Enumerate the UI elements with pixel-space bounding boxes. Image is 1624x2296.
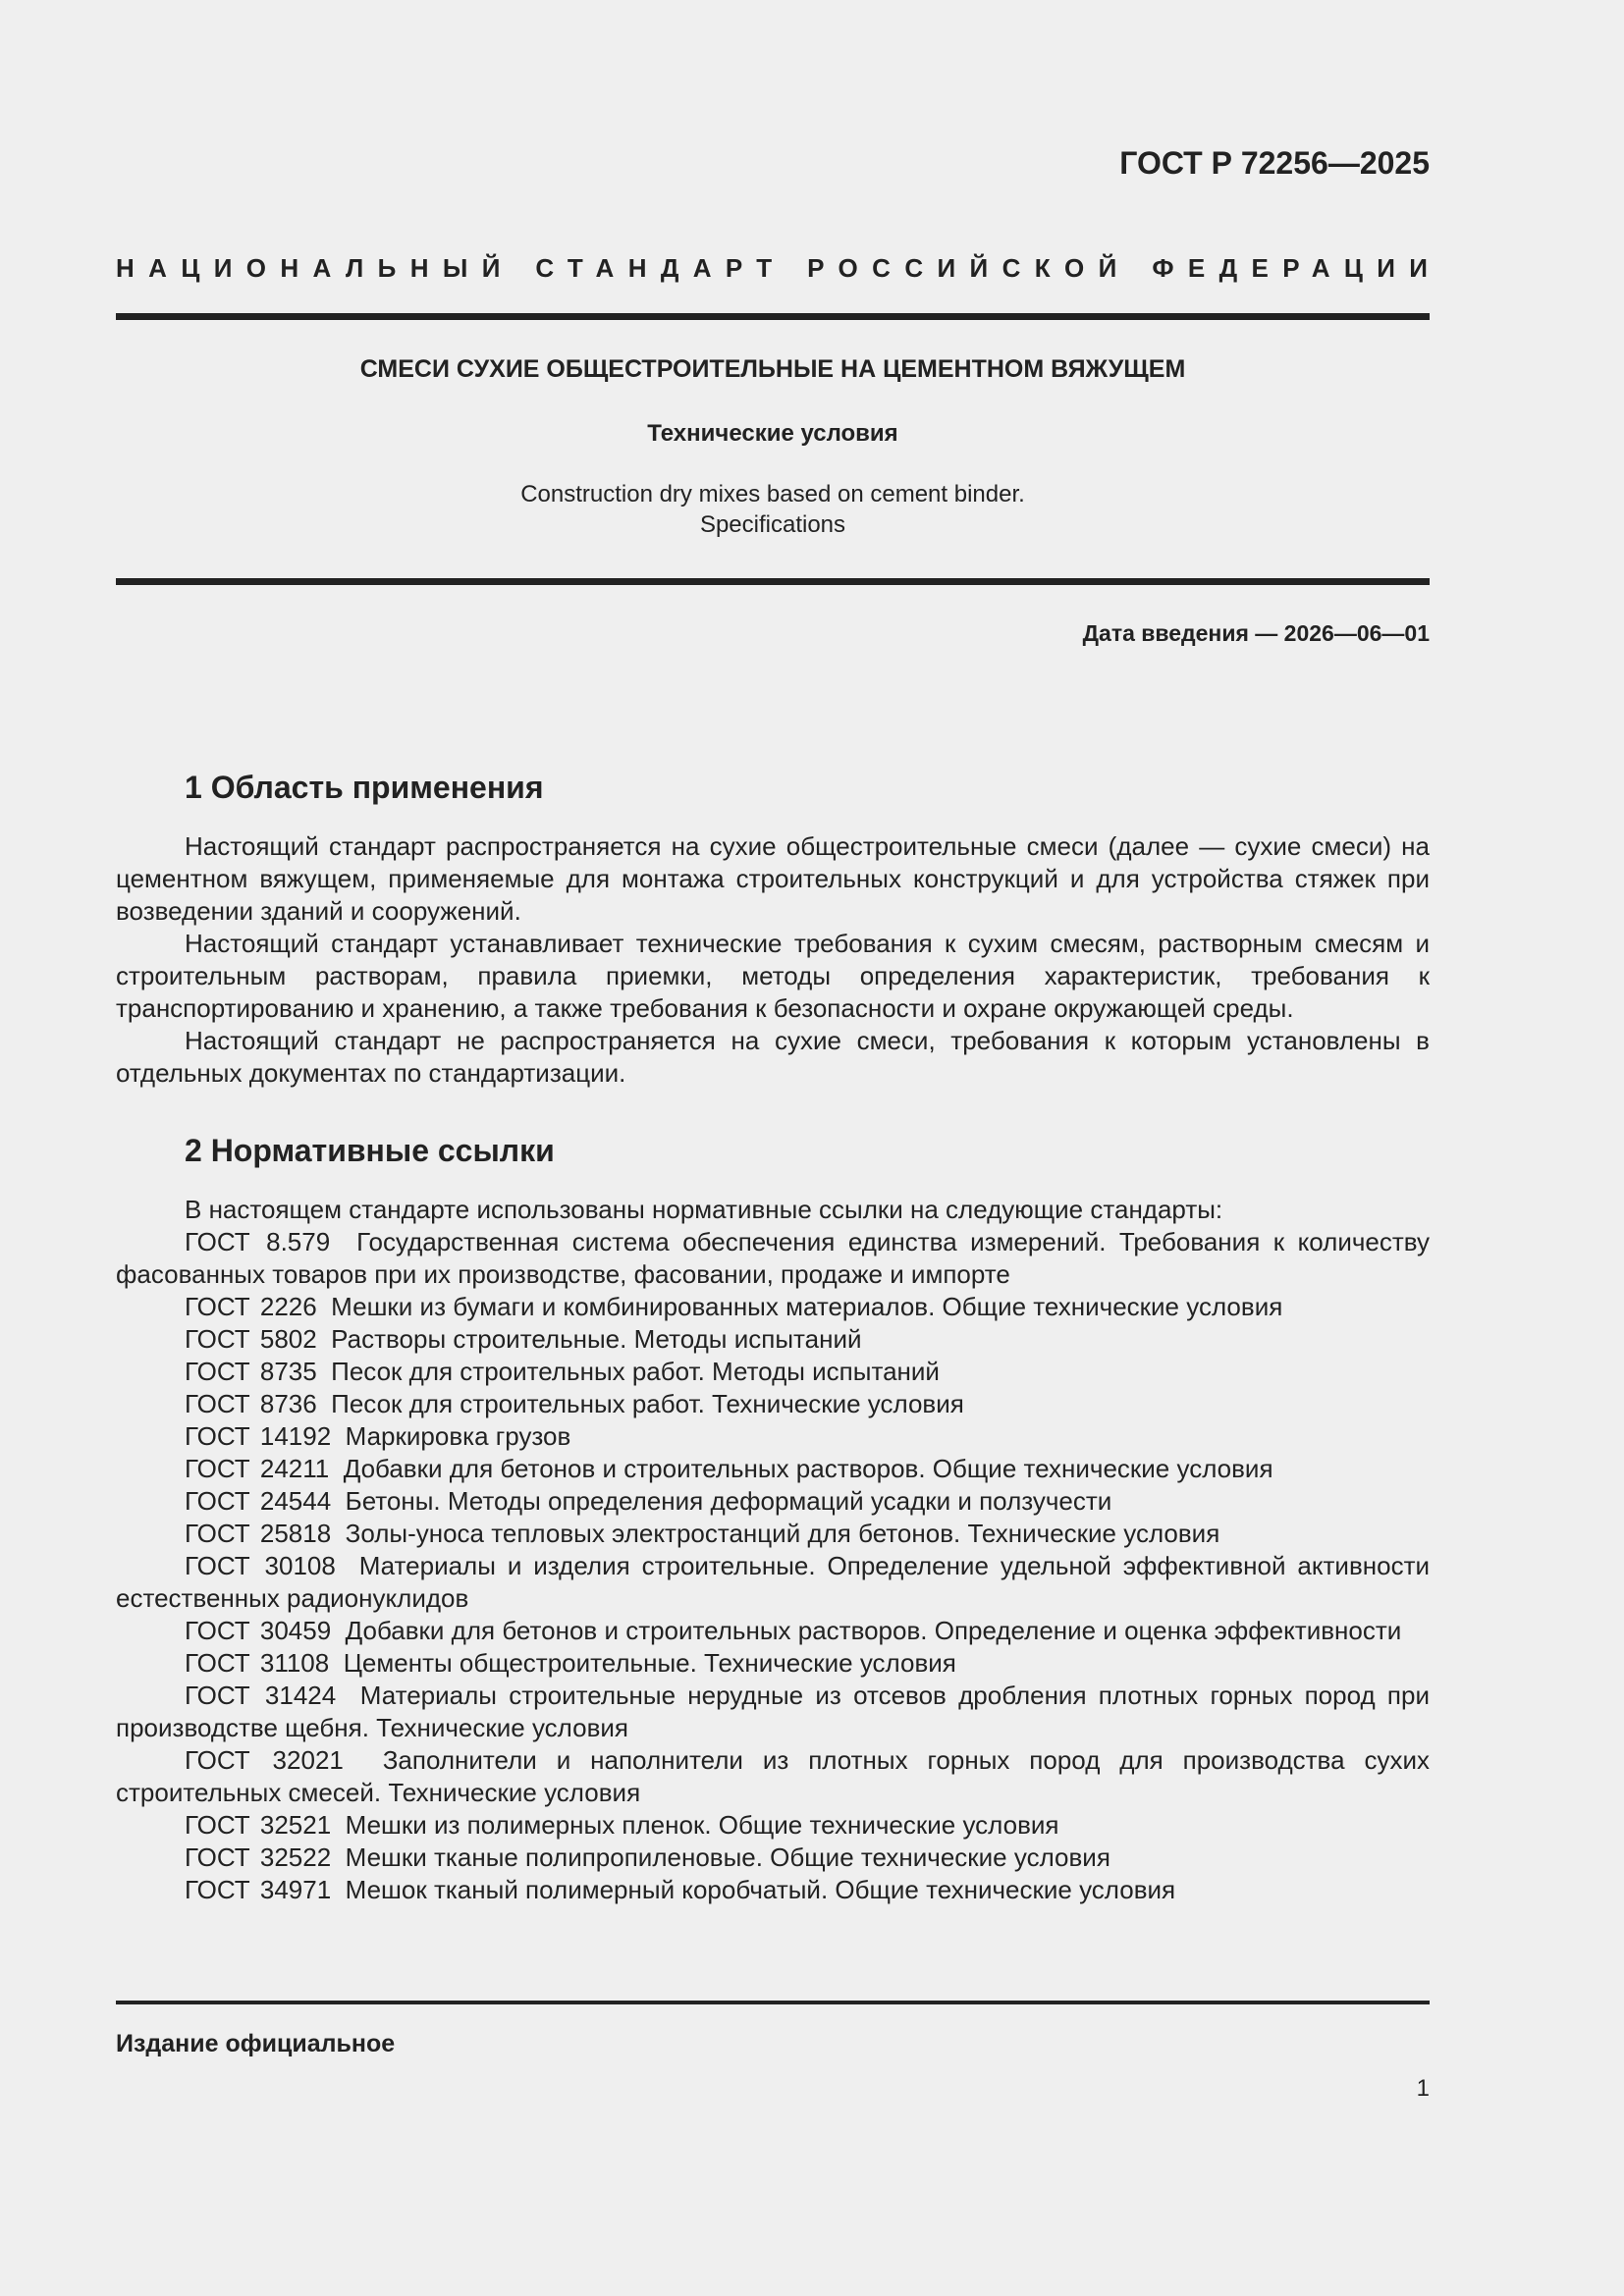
reference-title: Песок для строительных работ. Методы испытаний <box>331 1357 940 1386</box>
document-subtitle: Технические условия <box>647 420 898 447</box>
reference-title: Государственная система обеспечения единства измерений. Требования к количеству фасованных товаров при их производстве, фасовании, продаже и импорте <box>116 1227 1430 1289</box>
reference-code: ГОСТ 5802 <box>185 1324 317 1354</box>
reference-code: ГОСТ 32021 <box>185 1745 344 1775</box>
reference-item <box>116 1453 1430 1485</box>
reference-code: ГОСТ 2226 <box>185 1292 317 1321</box>
reference-item <box>116 1809 1430 1842</box>
reference-item <box>116 1680 1430 1744</box>
reference-code: ГОСТ 32521 <box>185 1810 332 1840</box>
reference-code: ГОСТ 8735 <box>185 1357 317 1386</box>
reference-title: Цементы общестроительные. Технические условия <box>343 1648 956 1678</box>
reference-title: Добавки для бетонов и строительных растворов. Общие технические условия <box>343 1454 1273 1483</box>
document-title: СМЕСИ СУХИЕ ОБЩЕСТРОИТЕЛЬНЫЕ НА ЦЕМЕНТНОМ ВЯЖУЩЕМ <box>359 355 1186 383</box>
title-bottom-rule <box>116 578 1430 585</box>
reference-item <box>116 1842 1430 1874</box>
reference-code: ГОСТ 24211 <box>185 1454 330 1483</box>
reference-title: Песок для строительных работ. Технические условия <box>331 1389 964 1418</box>
reference-item <box>116 1291 1430 1323</box>
reference-item <box>116 1744 1430 1809</box>
english-title-line-1: Construction dry mixes based on cement binder. <box>520 481 1025 507</box>
reference-title: Золы-уноса тепловых электростанций для бетонов. Технические условия <box>345 1519 1220 1548</box>
page-number: 1 <box>1416 2075 1430 2102</box>
reference-item <box>116 1323 1430 1356</box>
reference-code: ГОСТ 8.579 <box>185 1227 331 1256</box>
reference-item <box>116 1226 1430 1291</box>
reference-title: Мешки из полимерных пленок. Общие технические условия <box>345 1810 1059 1840</box>
reference-title: Растворы строительные. Методы испытаний <box>331 1324 862 1354</box>
reference-item <box>116 1518 1430 1550</box>
footer-rule <box>116 2001 1430 2004</box>
reference-code: ГОСТ 32522 <box>185 1842 332 1872</box>
reference-item <box>116 1647 1430 1680</box>
section-1-paragraph: Настоящий стандарт распространяется на сухие общестроительные смеси (далее — сухие смеси) на цементном вяжущем, применяемые для монтажа строительных конструкций и для устройства стяжек при возведении зданий и сооружений. <box>116 831 1430 926</box>
reference-title: Материалы и изделия строительные. Определение удельной эффективной активности естественных радионуклидов <box>116 1551 1431 1613</box>
section-1-paragraph: Настоящий стандарт устанавливает технические требования к сухим смесям, растворным смесям и строительным растворам, правила приемки, методы определения характеристик, требования к транспортированию и хранению, а также требования к безопасности и охране окружающей среды. <box>116 929 1430 1023</box>
reference-code: ГОСТ 24544 <box>185 1486 332 1516</box>
references-intro: В настоящем стандарте использованы нормативные ссылки на следующие стандарты: <box>185 1195 1223 1224</box>
reference-code: ГОСТ 8736 <box>185 1389 317 1418</box>
section-2-body <box>116 1194 1430 1906</box>
reference-list <box>116 1226 1430 1906</box>
reference-title: Мешки тканые полипропиленовые. Общие технические условия <box>345 1842 1110 1872</box>
reference-item <box>116 1485 1430 1518</box>
section-1-body <box>116 830 1430 1090</box>
introduction-date: Дата введения — 2026—06—01 <box>1082 620 1430 646</box>
reference-title: Мешки из бумаги и комбинированных материалов. Общие технические условия <box>331 1292 1283 1321</box>
english-title <box>116 479 1430 540</box>
reference-code: ГОСТ 30108 <box>185 1551 336 1580</box>
official-edition-label: Издание официальное <box>116 2030 396 2057</box>
top-rule <box>116 313 1430 320</box>
reference-code: ГОСТ 31108 <box>185 1648 330 1678</box>
section-1-heading: 1 Область применения <box>185 770 544 805</box>
reference-code: ГОСТ 31424 <box>185 1681 337 1710</box>
reference-item <box>116 1388 1430 1420</box>
reference-item <box>116 1356 1430 1388</box>
reference-title: Заполнители и наполнители из плотных горных пород для производства сухих строительных смесей. Технические условия <box>116 1745 1430 1807</box>
national-standard-header <box>116 253 1442 284</box>
reference-title: Мешок тканый полимерный коробчатый. Общие технические условия <box>345 1875 1176 1904</box>
reference-code: ГОСТ 34971 <box>185 1875 332 1904</box>
reference-code: ГОСТ 30459 <box>185 1616 332 1645</box>
national-standard-text: НАЦИОНАЛЬНЫЙ СТАНДАРТ РОССИЙСКОЙ ФЕДЕРАЦИИ <box>116 253 1442 283</box>
reference-title: Материалы строительные нерудные из отсевов дробления плотных горных пород при производстве щебня. Технические условия <box>116 1681 1430 1742</box>
section-2-heading: 2 Нормативные ссылки <box>185 1133 555 1168</box>
document-number: ГОСТ Р 72256—2025 <box>1119 145 1430 181</box>
reference-item <box>116 1550 1430 1615</box>
reference-item <box>116 1420 1430 1453</box>
reference-item <box>116 1874 1430 1906</box>
reference-code: ГОСТ 25818 <box>185 1519 332 1548</box>
section-1-paragraph: Настоящий стандарт не распространяется на сухие смеси, требования к которым установлены в отдельных документах по стандартизации. <box>116 1026 1430 1088</box>
reference-title: Добавки для бетонов и строительных растворов. Определение и оценка эффективности <box>345 1616 1402 1645</box>
english-title-line-2: Specifications <box>699 511 846 538</box>
reference-code: ГОСТ 14192 <box>185 1421 332 1451</box>
reference-item <box>116 1615 1430 1647</box>
reference-title: Маркировка грузов <box>345 1421 571 1451</box>
reference-title: Бетоны. Методы определения деформаций усадки и ползучести <box>345 1486 1112 1516</box>
